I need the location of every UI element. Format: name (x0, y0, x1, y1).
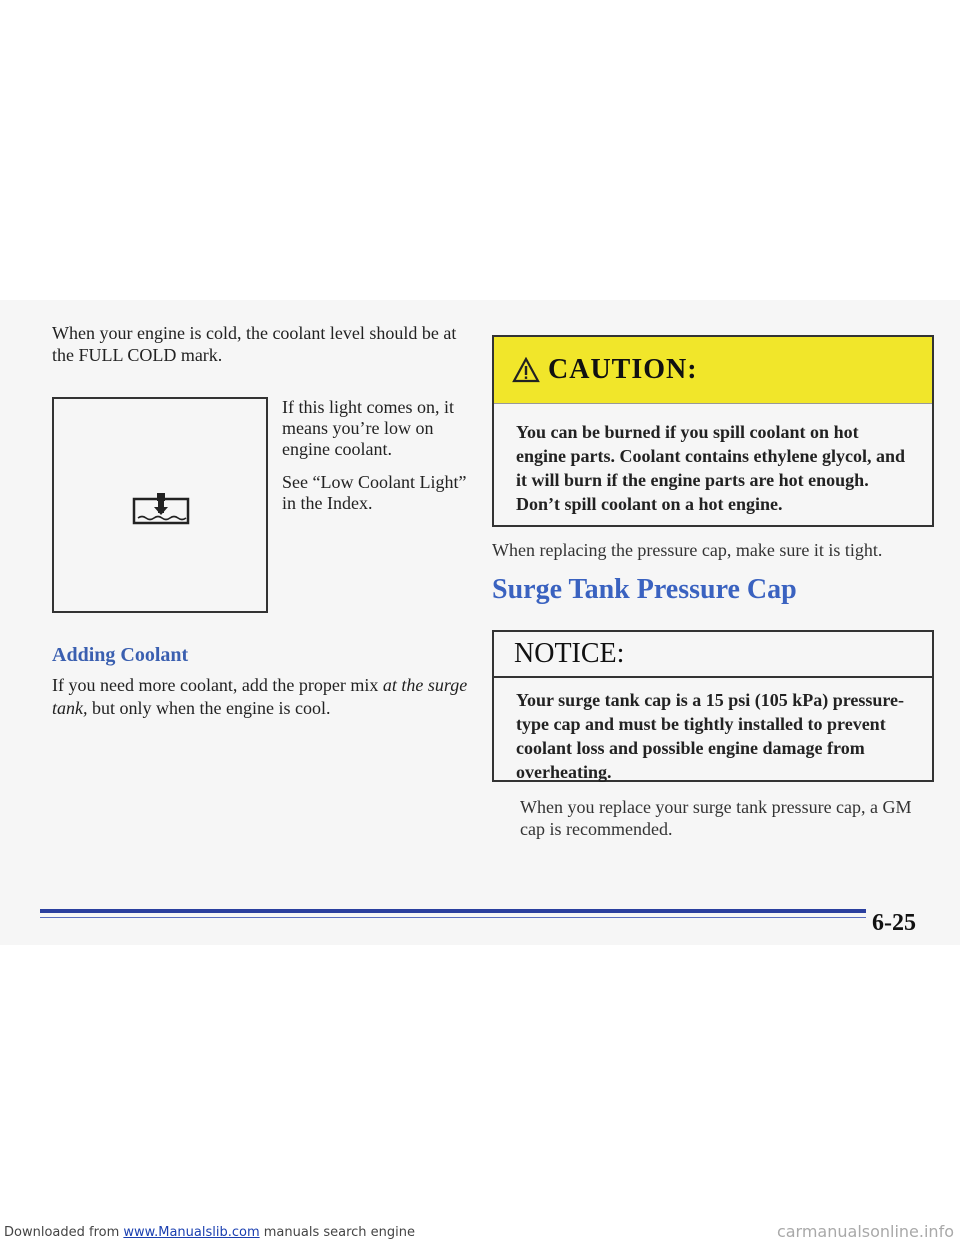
light-text-meaning: If this light comes on, it means you’re low on engine coolant. (282, 397, 454, 459)
warning-triangle-icon (512, 357, 540, 383)
section-title: Surge Tank Pressure Cap (492, 574, 797, 605)
watermark: carmanualsonline.info (776, 1222, 954, 1241)
low-coolant-icon (132, 491, 190, 525)
footer-rule (40, 909, 866, 913)
footer-prefix: Downloaded from (4, 1225, 124, 1240)
notice-box (492, 630, 934, 782)
replace-cap-paragraph: When replacing the pressure cap, make sure it is tight. (492, 540, 883, 560)
light-text-see-index: See “Low Coolant Light” in the Index. (282, 472, 467, 513)
light-description (282, 397, 482, 526)
caution-text: You can be burned if you spill coolant on hot engine parts. Coolant contains ethylene glycol, and it will burn if the engine parts are hot enough. Don’t spill coolant on a hot engine. (516, 422, 906, 514)
adding-coolant-heading: Adding Coolant (52, 644, 189, 666)
recommend-paragraph: When you replace your surge tank pressure cap, a GM cap is recommended. (520, 797, 912, 839)
caution-title: CAUTION: (548, 354, 698, 385)
notice-text: Your surge tank cap is a 15 psi (105 kPa) pressure-type cap and must be tightly installed to prevent coolant loss and possible engine damage from overheating. (516, 690, 905, 782)
adding-coolant-paragraph (52, 674, 472, 720)
intro-paragraph: When your engine is cold, the coolant level should be at the FULL COLD mark. (52, 323, 457, 365)
footer-rule-thin (40, 917, 866, 918)
page-number: 6-25 (872, 910, 916, 936)
notice-title: NOTICE: (494, 632, 932, 678)
manualslib-link[interactable]: www.Manualslib.com (123, 1225, 260, 1240)
adding-text-post: but only when the engine is cool. (87, 698, 331, 718)
footer-suffix: manuals search engine (259, 1225, 416, 1240)
caution-box (492, 335, 934, 527)
coolant-light-illustration (52, 397, 268, 613)
adding-text-italic: at the surge tank, (52, 675, 468, 718)
download-footer (4, 1225, 415, 1240)
caution-header (494, 337, 932, 404)
adding-text-pre: If you need more coolant, add the proper mix (52, 675, 383, 695)
